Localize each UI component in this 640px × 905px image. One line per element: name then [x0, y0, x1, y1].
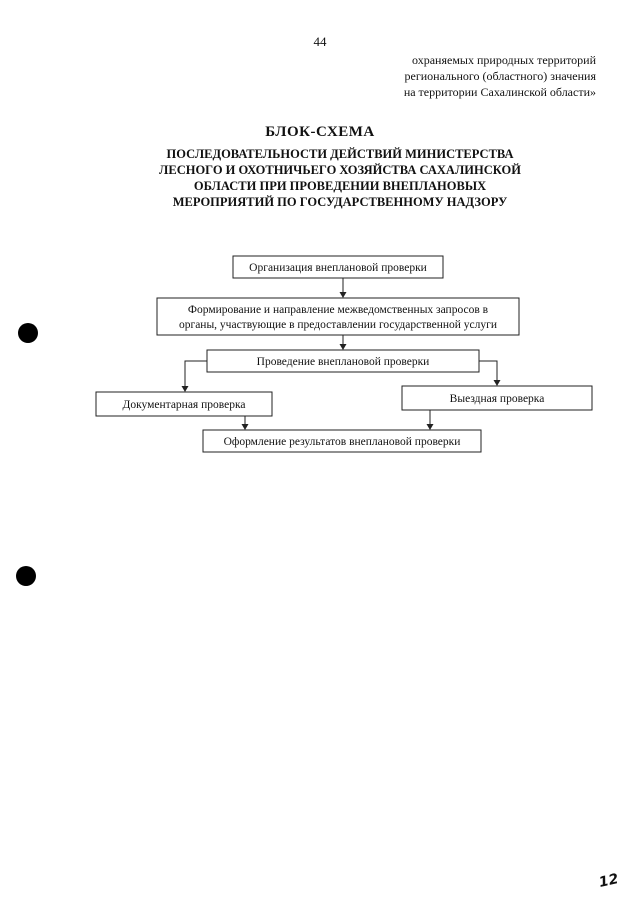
- flow-label-documentary: Документарная проверка: [122, 399, 246, 411]
- flow-connector-right: [479, 361, 497, 380]
- subtitle-line: ПОСЛЕДОВАТЕЛЬНОСТИ ДЕЙСТВИЙ МИНИСТЕРСТВА: [166, 147, 514, 161]
- page-number: 44: [313, 34, 327, 49]
- flow-arrowhead: [427, 424, 434, 430]
- document-title: БЛОК-СХЕМА: [265, 124, 375, 140]
- flow-label-requests-line1: Формирование и направление межведомственных запросов в: [187, 304, 489, 316]
- flow-label-organize: Организация внеплановой проверки: [249, 262, 427, 274]
- flow-label-requests-line2: органы, участвующие в предоставлении государственной услуги: [178, 319, 498, 331]
- flow-arrowhead: [340, 344, 347, 350]
- handwritten-page-mark: 12: [597, 871, 620, 891]
- header-line: охраняемых природных территорий: [412, 53, 596, 67]
- flow-label-onsite: Выездная проверка: [449, 393, 545, 405]
- flow-label-conduct: Проведение внеплановой проверки: [256, 356, 430, 368]
- flow-arrowhead: [182, 386, 189, 392]
- flow-connector-left: [185, 361, 207, 386]
- header-line: регионального (областного) значения: [404, 69, 596, 83]
- subtitle-line: ОБЛАСТИ ПРИ ПРОВЕДЕНИИ ВНЕПЛАНОВЫХ: [193, 179, 487, 193]
- subtitle-line: ЛЕСНОГО И ОХОТНИЧЬЕГО ХОЗЯЙСТВА САХАЛИНСКОЙ: [159, 163, 521, 177]
- flow-arrowhead: [340, 292, 347, 298]
- flow-label-results: Оформление результатов внеплановой проверки: [223, 436, 461, 448]
- hole-punch-mark: [18, 323, 38, 343]
- flow-arrowhead: [494, 380, 501, 386]
- subtitle-line: МЕРОПРИЯТИЙ ПО ГОСУДАРСТВЕННОМУ НАДЗОРУ: [172, 195, 508, 209]
- header-line: на территории Сахалинской области»: [403, 85, 596, 99]
- hole-punch-mark: [16, 566, 36, 586]
- flow-arrowhead: [242, 424, 249, 430]
